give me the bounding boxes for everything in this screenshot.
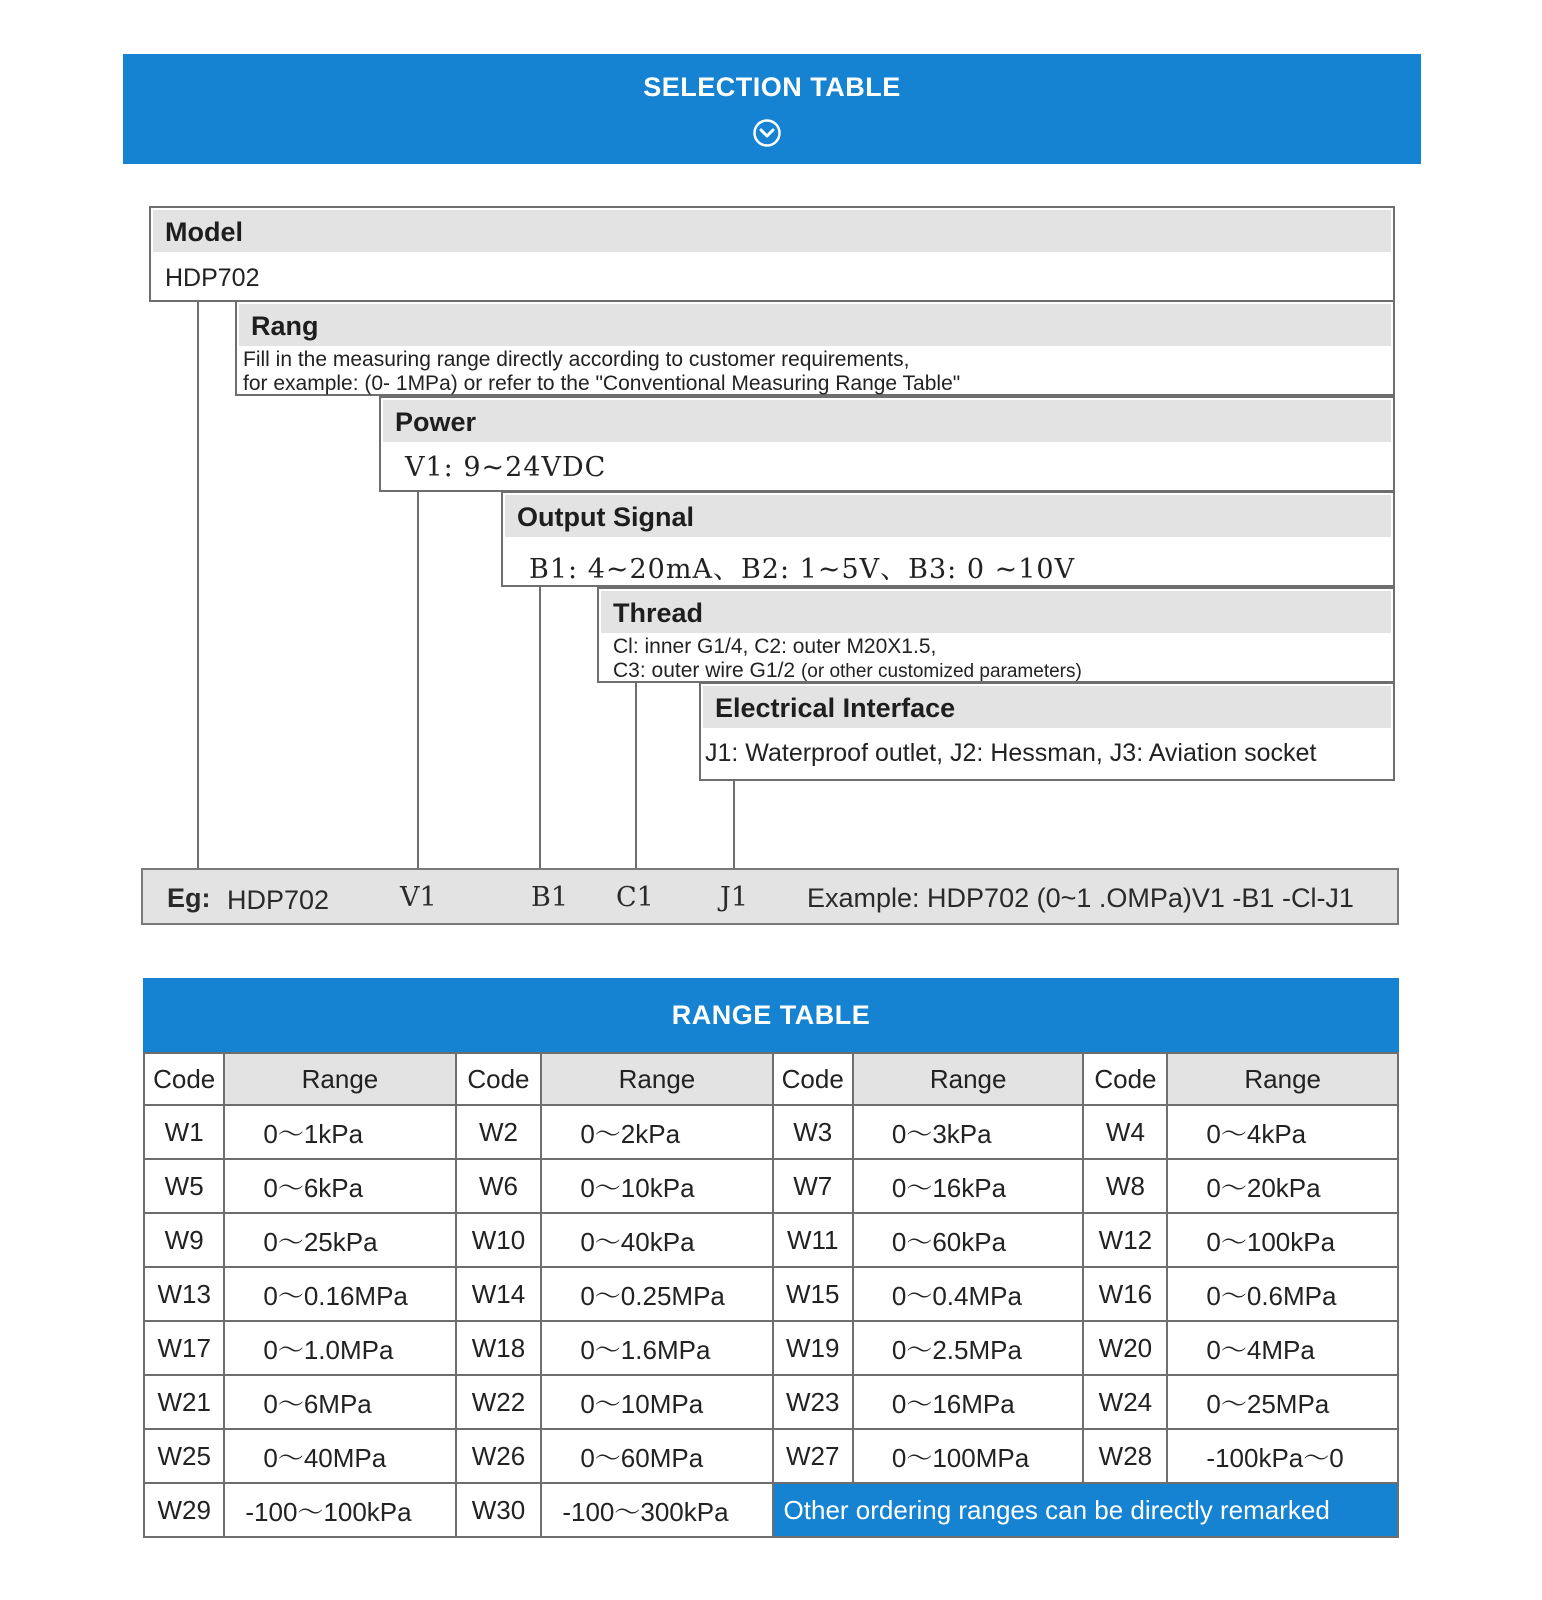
table-row xyxy=(144,1429,1398,1483)
range-value-cell: 0～0.16MPa xyxy=(224,1267,455,1321)
table-row xyxy=(144,1375,1398,1429)
thread-header: Thread xyxy=(601,591,1391,633)
range-description-line2: for example: (0- 1MPa) or refer to the "Conventional Measuring Range Table" xyxy=(243,372,961,395)
connector-line-electrical xyxy=(733,781,735,868)
range-code-cell: W16 xyxy=(1083,1267,1167,1321)
range-description-line1: Fill in the measuring range directly according to customer requirements, xyxy=(243,348,910,371)
range-value-cell: 0～6MPa xyxy=(224,1375,455,1429)
connector-line-power xyxy=(417,492,419,868)
range-value-cell: 0～20kPa xyxy=(1167,1159,1398,1213)
model-value: HDP702 xyxy=(165,264,260,292)
table-row xyxy=(144,1213,1398,1267)
example-code-electrical: J1 xyxy=(720,882,749,913)
range-value-cell: 0～16kPa xyxy=(853,1159,1084,1213)
range-value-cell: 0～3kPa xyxy=(853,1105,1084,1159)
column-header-code: Code xyxy=(773,1053,853,1105)
range-code-cell: W21 xyxy=(144,1375,224,1429)
electrical-interface-value: J1: Waterproof outlet, J2: Hessman, J3: Aviation socket xyxy=(705,739,1317,767)
range-value-cell: 0～25kPa xyxy=(224,1213,455,1267)
range-value-cell: 0～4MPa xyxy=(1167,1321,1398,1375)
thread-line1: Cl: inner G1/4, C2: outer M20X1.5, xyxy=(613,635,937,658)
table-row xyxy=(144,1159,1398,1213)
range-value-cell: 0～100MPa xyxy=(853,1429,1084,1483)
power-value: V1: 9~24VDC xyxy=(405,452,607,483)
range-code-cell: W8 xyxy=(1083,1159,1167,1213)
range-code-cell: W23 xyxy=(773,1375,853,1429)
example-model: HDP702 xyxy=(227,885,330,915)
range-code-cell: W12 xyxy=(1083,1213,1167,1267)
range-value-cell: -100～100kPa xyxy=(224,1483,455,1537)
range-value-cell: 0～25MPa xyxy=(1167,1375,1398,1429)
example-full: Example: HDP702 (0~1 .OMPa)V1 -B1 -Cl-J1 xyxy=(807,883,1354,913)
range-code-cell: W29 xyxy=(144,1483,224,1537)
output-signal-box xyxy=(501,491,1395,587)
column-header-code: Code xyxy=(1083,1053,1167,1105)
range-code-cell: W30 xyxy=(456,1483,542,1537)
example-bar xyxy=(141,868,1399,925)
column-header-code: Code xyxy=(144,1053,224,1105)
range-code-cell: W20 xyxy=(1083,1321,1167,1375)
range-value-cell: 0～1kPa xyxy=(224,1105,455,1159)
range-value-cell: 0～0.4MPa xyxy=(853,1267,1084,1321)
chevron-down-circle-icon xyxy=(752,118,782,148)
example-code-thread: C1 xyxy=(616,882,654,913)
selection-title: SELECTION TABLE xyxy=(643,72,901,102)
column-header-range: Range xyxy=(224,1053,455,1105)
column-header-range: Range xyxy=(1167,1053,1398,1105)
range-value-cell: -100kPa～0 xyxy=(1167,1429,1398,1483)
range-value-cell: 0～1.6MPa xyxy=(541,1321,772,1375)
range-value-cell: 0～0.25MPa xyxy=(541,1267,772,1321)
example-code-output: B1 xyxy=(531,882,569,913)
range-value-cell: 0～10MPa xyxy=(541,1375,772,1429)
range-header: Rang xyxy=(239,304,1391,346)
range-value-cell: 0～60kPa xyxy=(853,1213,1084,1267)
range-code-cell: W18 xyxy=(456,1321,542,1375)
model-header: Model xyxy=(153,210,1391,252)
range-value-cell: 0～40MPa xyxy=(224,1429,455,1483)
range-value-cell: 0～40kPa xyxy=(541,1213,772,1267)
model-box xyxy=(149,206,1395,302)
other-ranges-note: Other ordering ranges can be directly remarked xyxy=(773,1483,1398,1537)
range-value-cell: 0～0.6MPa xyxy=(1167,1267,1398,1321)
range-code-cell: W10 xyxy=(456,1213,542,1267)
output-signal-header: Output Signal xyxy=(505,495,1391,537)
range-code-cell: W22 xyxy=(456,1375,542,1429)
range-code-cell: W1 xyxy=(144,1105,224,1159)
output-signal-value: B1: 4~20mA、B2: 1~5V、B3: 0 ~10V xyxy=(529,554,1076,585)
electrical-interface-box xyxy=(699,682,1395,781)
range-code-cell: W11 xyxy=(773,1213,853,1267)
power-header: Power xyxy=(383,400,1391,442)
range-code-cell: W28 xyxy=(1083,1429,1167,1483)
range-code-cell: W13 xyxy=(144,1267,224,1321)
range-value-cell: 0～1.0MPa xyxy=(224,1321,455,1375)
thread-line2-note: (or other customized parameters) xyxy=(800,661,1082,682)
connector-line-thread xyxy=(635,683,637,868)
column-header-range: Range xyxy=(853,1053,1084,1105)
range-table-header-row xyxy=(144,1053,1398,1105)
thread-line2 xyxy=(613,659,1389,684)
connector-line-output xyxy=(539,587,541,868)
example-label: Eg: xyxy=(167,883,211,913)
thread-box xyxy=(597,587,1395,683)
column-header-code: Code xyxy=(456,1053,542,1105)
range-code-cell: W24 xyxy=(1083,1375,1167,1429)
thread-line2-main: C3: outer wire G1/2 xyxy=(613,659,796,682)
range-code-cell: W15 xyxy=(773,1267,853,1321)
range-value-cell: 0～10kPa xyxy=(541,1159,772,1213)
range-value-cell: 0～100kPa xyxy=(1167,1213,1398,1267)
range-value-cell: 0～60MPa xyxy=(541,1429,772,1483)
range-table-title: RANGE TABLE xyxy=(671,1000,871,1030)
range-table xyxy=(143,1052,1399,1538)
range-code-cell: W6 xyxy=(456,1159,542,1213)
range-value-cell: 0～2.5MPa xyxy=(853,1321,1084,1375)
range-code-cell: W3 xyxy=(773,1105,853,1159)
table-row xyxy=(144,1321,1398,1375)
range-code-cell: W19 xyxy=(773,1321,853,1375)
range-value-cell: 0～6kPa xyxy=(224,1159,455,1213)
range-code-cell: W25 xyxy=(144,1429,224,1483)
electrical-interface-header: Electrical Interface xyxy=(703,686,1391,728)
column-header-range: Range xyxy=(541,1053,772,1105)
range-code-cell: W2 xyxy=(456,1105,542,1159)
range-code-cell: W17 xyxy=(144,1321,224,1375)
power-box xyxy=(379,396,1395,492)
range-value-cell: 0～4kPa xyxy=(1167,1105,1398,1159)
table-row xyxy=(144,1105,1398,1159)
range-value-cell: 0～16MPa xyxy=(853,1375,1084,1429)
range-code-cell: W5 xyxy=(144,1159,224,1213)
range-table-banner xyxy=(143,978,1399,1052)
range-value-cell: 0～2kPa xyxy=(541,1105,772,1159)
connector-line-model xyxy=(197,302,199,868)
range-code-cell: W7 xyxy=(773,1159,853,1213)
range-code-cell: W9 xyxy=(144,1213,224,1267)
example-code-power: V1 xyxy=(400,882,437,913)
range-code-cell: W27 xyxy=(773,1429,853,1483)
range-code-cell: W14 xyxy=(456,1267,542,1321)
range-box xyxy=(235,300,1395,396)
table-row xyxy=(144,1483,1398,1537)
range-code-cell: W4 xyxy=(1083,1105,1167,1159)
range-value-cell: -100～300kPa xyxy=(541,1483,772,1537)
table-row xyxy=(144,1267,1398,1321)
range-code-cell: W26 xyxy=(456,1429,542,1483)
